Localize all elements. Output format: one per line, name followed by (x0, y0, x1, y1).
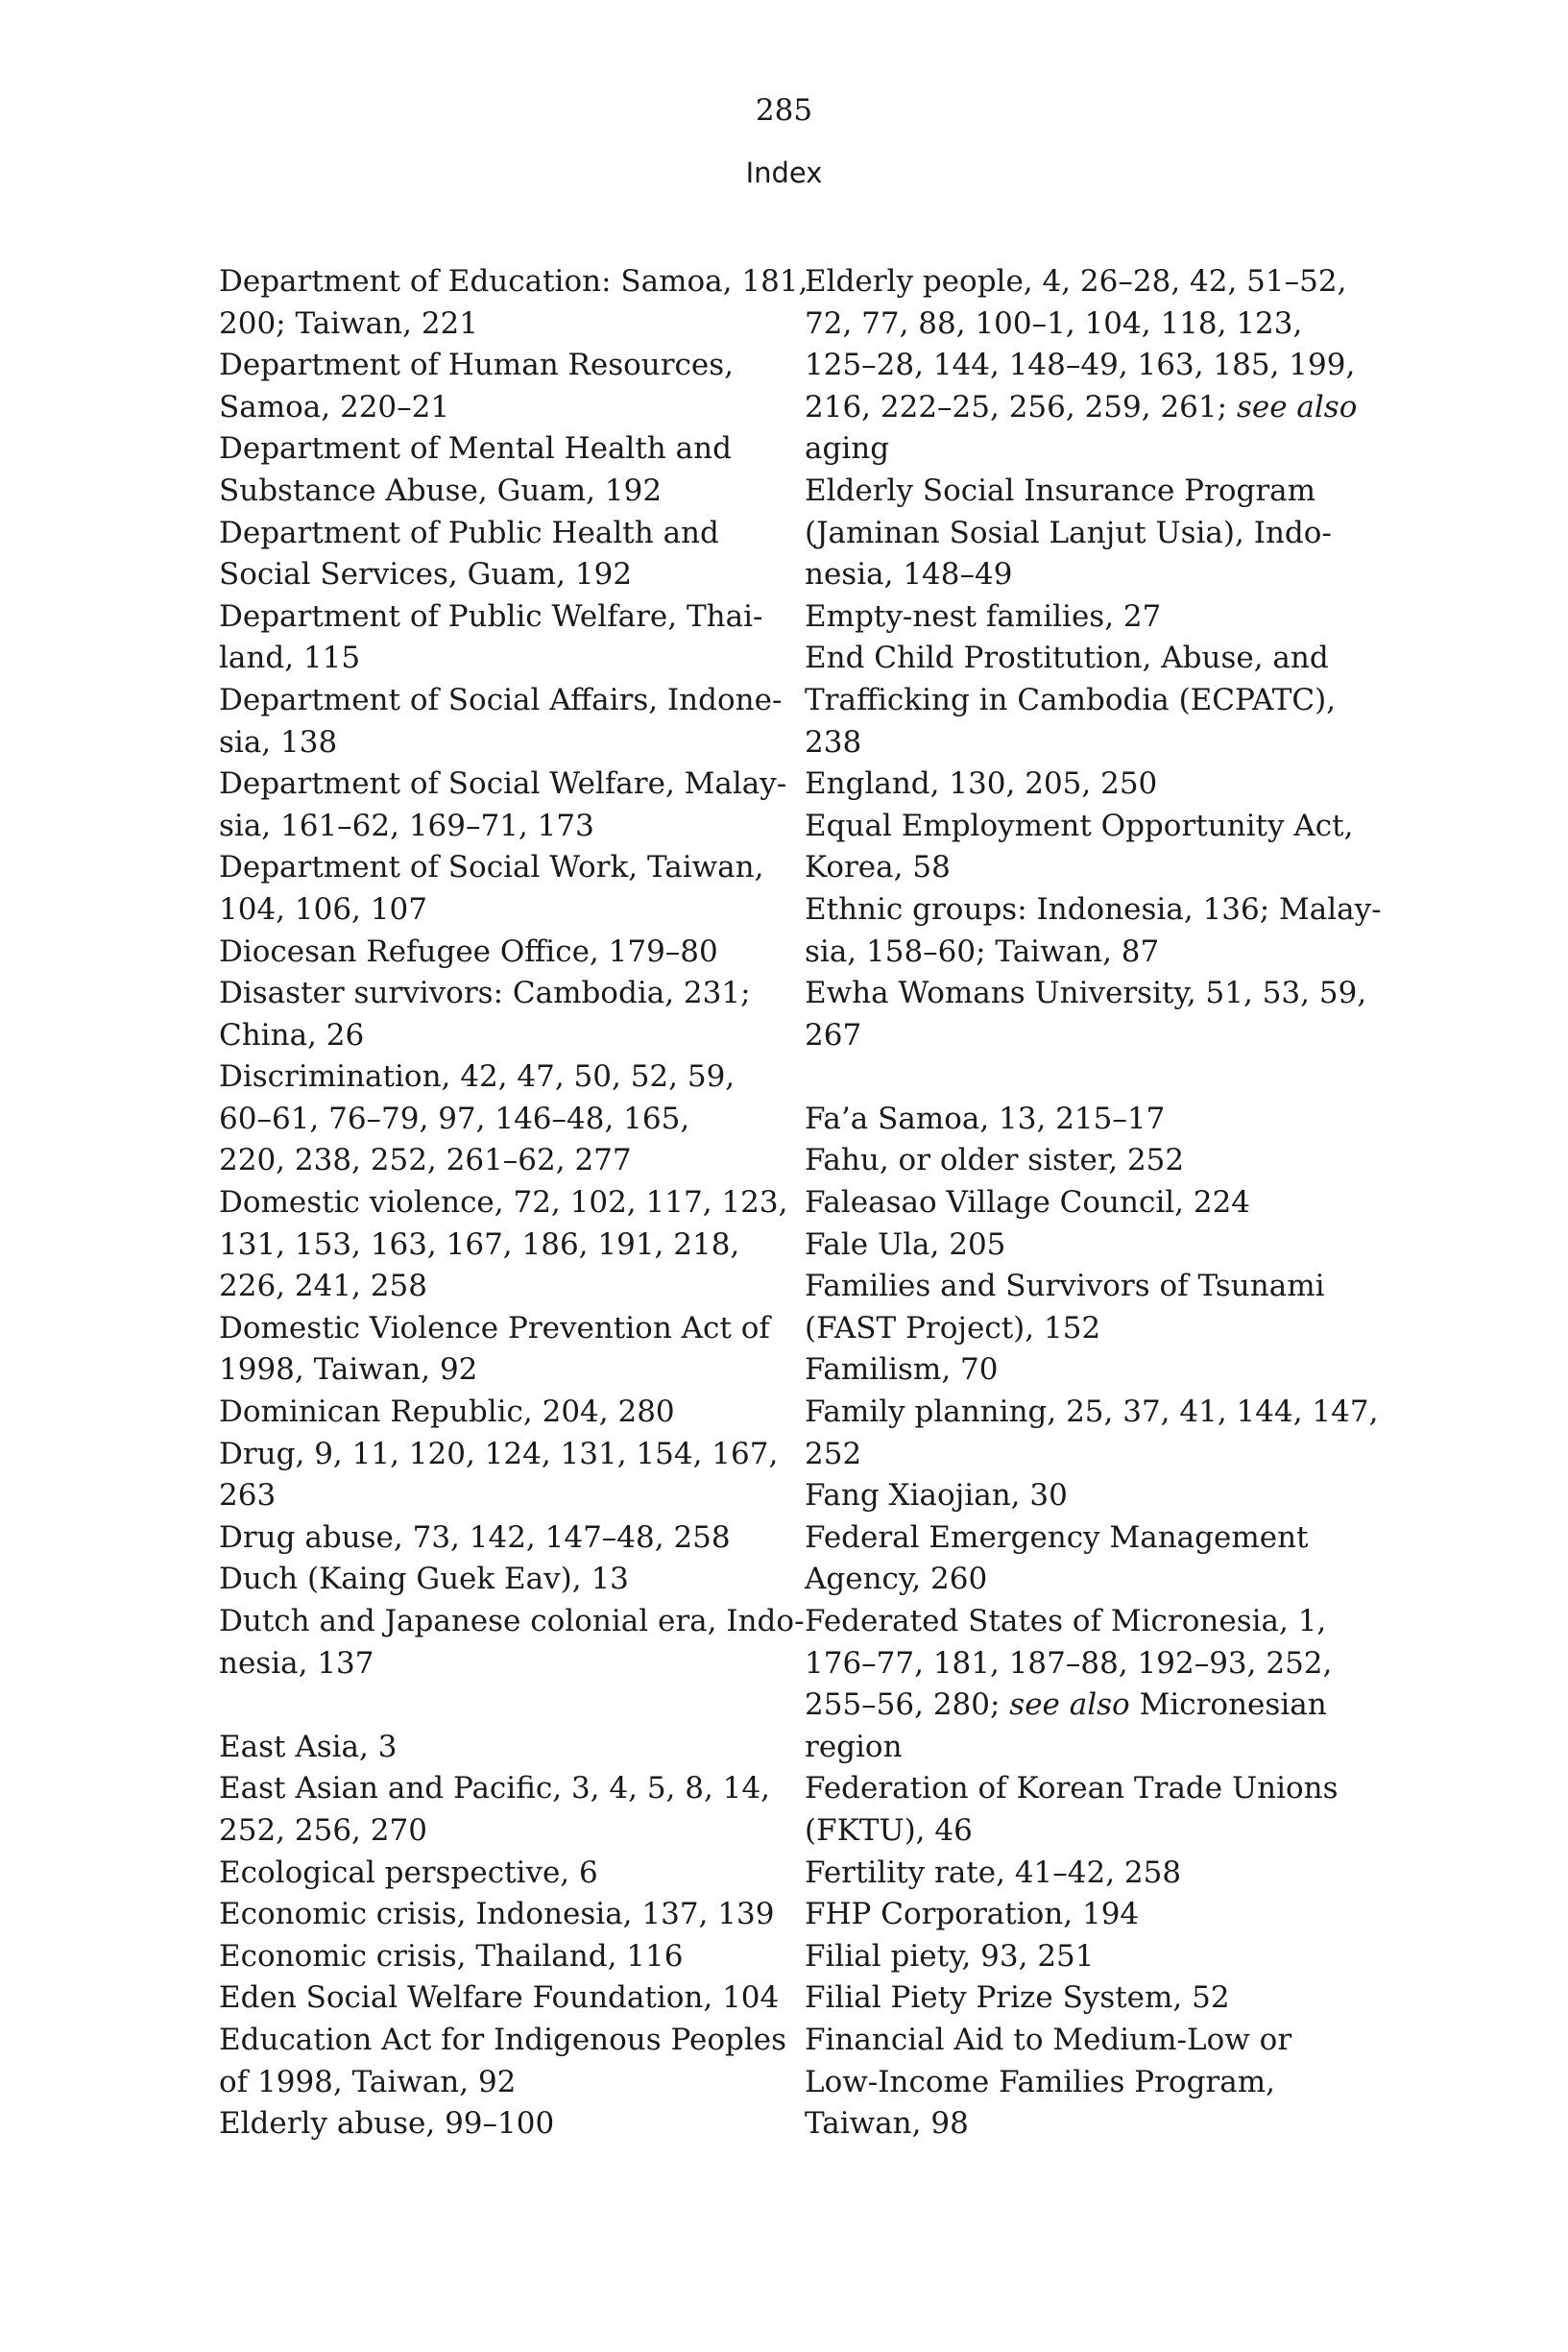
index-entry (219, 847, 785, 931)
entry-line: 60–61, 76–79, 97, 146–48, 165, (219, 1101, 690, 1136)
see-also-reference: see also (1009, 1687, 1130, 1723)
letter-group-gap (805, 1056, 1381, 1099)
entry-line: Low-Income Families Program, (805, 2064, 1275, 2099)
index-entry (219, 345, 785, 428)
entry-line: 131, 153, 163, 167, 186, 191, 218, (219, 1226, 740, 1262)
entry-line: Elderly people, 4, 26–28, 42, 51–52, (805, 264, 1347, 299)
entry-line: China, 26 (219, 1017, 365, 1053)
index-entry (805, 1392, 1381, 1475)
index-entry (219, 680, 785, 764)
entry-line: Fale Ula, 205 (805, 1226, 1006, 1262)
entry-line: Disaster survivors: Cambodia, 231; (219, 976, 751, 1011)
entry-line: 220, 238, 252, 261–62, 277 (219, 1143, 632, 1178)
entry-line: Elderly abuse, 99–100 (219, 2106, 555, 2142)
entry-line: Substance Abuse, Guam, 192 (219, 473, 663, 508)
entry-line: Department of Education: Samoa, 181, (219, 264, 808, 299)
index-entry (219, 1727, 785, 1769)
entry-line: Faleasao Village Council, 224 (805, 1185, 1251, 1221)
entry-line: aging (805, 431, 890, 467)
entry-line: Dominican Republic, 204, 280 (219, 1394, 675, 1430)
entry-line: FHP Corporation, 194 (805, 1897, 1140, 1932)
entry-line: (FAST Project), 152 (805, 1310, 1101, 1346)
index-entry (219, 1434, 785, 1517)
entry-line: Fang Xiaojian, 30 (805, 1478, 1068, 1514)
index-entry (805, 1266, 1381, 1349)
index-entry (219, 1517, 785, 1560)
entry-text: 255–56, 280; (805, 1687, 1001, 1723)
entry-line: Department of Public Welfare, Thai- (219, 598, 763, 634)
index-entry (805, 1182, 1381, 1224)
entry-line: Drug abuse, 73, 142, 147–48, 258 (219, 1519, 731, 1555)
index-entry (219, 764, 785, 847)
entry-line: 263 (219, 1478, 277, 1514)
entry-line: Department of Public Health and (219, 515, 719, 550)
entry-line: (FKTU), 46 (805, 1812, 973, 1848)
entry-line: 176–77, 181, 187–88, 192–93, 252, (805, 1645, 1333, 1681)
entry-line: Duch (Kaing Guek Eav), 13 (219, 1562, 629, 1597)
entry-line: Department of Human Resources, (219, 348, 735, 383)
entry-line: 72, 77, 88, 100–1, 104, 118, 123, (805, 305, 1303, 341)
index-entry (219, 1601, 805, 1685)
index-entry (805, 764, 1381, 806)
entry-line: East Asia, 3 (219, 1729, 398, 1764)
entry-line: Federated States of Micronesia, 1, (805, 1604, 1327, 1638)
entry-line: Federal Emergency Management (805, 1519, 1309, 1555)
entry-line: 125–28, 144, 148–49, 163, 185, 199, (805, 348, 1356, 383)
entry-line: 267 (805, 1017, 862, 1053)
index-entry (219, 1056, 785, 1182)
entry-line: Families and Survivors of Tsunami (805, 1269, 1325, 1304)
running-head: Index (745, 157, 823, 189)
entry-line: Discrimination, 42, 47, 50, 52, 59, (219, 1059, 736, 1095)
entry-line: Fahu, or older sister, 252 (805, 1143, 1185, 1178)
index-entry (805, 1936, 1381, 1978)
entry-line: Equal Employment Opportunity Act, (805, 808, 1354, 843)
entry-line: sia, 138 (219, 724, 338, 760)
entry-line: Fa’a Samoa, 13, 215–17 (805, 1101, 1166, 1136)
index-entry (219, 1894, 785, 1936)
entry-line: of 1998, Taiwan, 92 (219, 2064, 517, 2099)
entry-line: 252, 256, 270 (219, 1812, 427, 1848)
index-entry (805, 261, 1381, 471)
index-entry (805, 2020, 1381, 2146)
entry-line: land, 115 (219, 641, 361, 676)
entry-line: nesia, 137 (219, 1645, 374, 1681)
index-entry (219, 1977, 785, 2020)
entry-line: sia, 158–60; Taiwan, 87 (805, 934, 1160, 969)
index-column-right (805, 261, 1381, 2146)
index-entry (805, 1099, 1381, 1141)
entry-line: Financial Aid to Medium-Low or (805, 2022, 1292, 2057)
entry-line: Korea, 58 (805, 850, 951, 885)
entry-line: Drug, 9, 11, 120, 124, 131, 154, 167, (219, 1436, 779, 1471)
entry-line: sia, 161–62, 169–71, 173 (219, 808, 594, 843)
entry-line: Filial Piety Prize System, 52 (805, 1980, 1230, 2016)
entry-line: Elderly Social Insurance Program (805, 473, 1316, 508)
entry-line: 1998, Taiwan, 92 (219, 1352, 478, 1388)
entry-line: End Child Prostitution, Abuse, and (805, 641, 1329, 676)
entry-line: region (805, 1729, 903, 1764)
index-entry (805, 471, 1381, 596)
entry-line: (Jaminan Sosial Lanjut Usia), Indo- (805, 515, 1332, 550)
entry-line: Familism, 70 (805, 1352, 999, 1388)
entry-line: Department of Mental Health and (219, 431, 732, 467)
index-entry (805, 1349, 1381, 1392)
entry-line: 104, 106, 107 (219, 891, 427, 927)
index-entry (805, 596, 1381, 639)
entry-line: Trafficking in Cambodia (ECPATC), (805, 682, 1337, 717)
entry-line: Federation of Korean Trade Unions (805, 1771, 1339, 1806)
entry-line: Economic crisis, Thailand, 116 (219, 1938, 684, 1974)
entry-line: Ethnic groups: Indonesia, 136; Malay- (805, 891, 1382, 927)
entry-line: Economic crisis, Indonesia, 137, 139 (219, 1897, 775, 1932)
index-entry (805, 1977, 1381, 2020)
index-entry (219, 1308, 785, 1392)
entry-line: Education Act for Indigenous Peoples (219, 2022, 787, 2057)
entry-line: Empty-nest families, 27 (805, 598, 1162, 634)
index-entry (805, 1853, 1381, 1895)
index-entry (219, 1182, 788, 1308)
entry-line: 226, 241, 258 (219, 1269, 427, 1304)
entry-line: Domestic Violence Prevention Act of (219, 1310, 770, 1346)
entry-line: Ewha Womans University, 51, 53, 59, (805, 976, 1367, 1011)
index-column-left (219, 261, 808, 2146)
entry-line: Family planning, 25, 37, 41, 144, 147, (805, 1394, 1379, 1430)
entry-line: Dutch and Japanese colonial era, Indo- (219, 1604, 805, 1638)
entry-line: 252 (805, 1436, 862, 1471)
index-entry (805, 1140, 1381, 1182)
entry-text: Micronesian (1139, 1687, 1327, 1723)
index-entry (219, 596, 785, 680)
index-entry (805, 1517, 1381, 1601)
index-entry (219, 1936, 785, 1978)
page-number: 285 (755, 93, 813, 128)
see-also-reference: see also (1236, 389, 1358, 424)
index-entry (805, 889, 1381, 973)
entry-line: 238 (805, 724, 862, 760)
index-entry (219, 513, 785, 596)
index-entry (219, 973, 785, 1056)
index-entry (805, 1768, 1381, 1852)
letter-group-gap (219, 1685, 785, 1727)
entry-line: Diocesan Refugee Office, 179–80 (219, 934, 718, 969)
entry-line: Eden Social Welfare Foundation, 104 (219, 1980, 780, 2016)
index-entry (805, 806, 1381, 889)
index-entry (805, 973, 1381, 1056)
entry-line: Samoa, 220–21 (219, 389, 450, 424)
index-entry (219, 1768, 785, 1852)
index-entry (219, 2020, 785, 2103)
entry-line: England, 130, 205, 250 (805, 766, 1158, 802)
index-entry (805, 1601, 1381, 1768)
entry-line: Fertility rate, 41–42, 258 (805, 1855, 1182, 1890)
entry-line (805, 1685, 1381, 1727)
entry-line: Department of Social Affairs, Indone- (219, 682, 783, 717)
entry-line: Filial piety, 93, 251 (805, 1938, 1095, 1974)
entry-line: 200; Taiwan, 221 (219, 305, 478, 341)
index-entry (219, 932, 785, 974)
entry-line: East Asian and Pacific, 3, 4, 5, 8, 14, (219, 1771, 770, 1806)
entry-line: nesia, 148–49 (805, 557, 1013, 593)
index-entry (219, 1559, 785, 1601)
entry-line: Department of Social Work, Taiwan, (219, 850, 764, 885)
index-entry (805, 1224, 1381, 1267)
index-entry (219, 261, 808, 345)
index-entry (219, 1853, 785, 1895)
entry-line: Social Services, Guam, 192 (219, 557, 633, 593)
entry-line (805, 387, 1381, 429)
index-entry (805, 638, 1381, 764)
index-entry (219, 428, 785, 512)
index-entry (805, 1475, 1381, 1517)
entry-line: Department of Social Welfare, Malay- (219, 766, 787, 802)
entry-line: Agency, 260 (805, 1562, 988, 1597)
index-entry (219, 1392, 785, 1434)
entry-text: 216, 222–25, 256, 259, 261; (805, 389, 1228, 424)
index-entry (805, 1894, 1381, 1936)
entry-line: Domestic violence, 72, 102, 117, 123, (219, 1185, 788, 1221)
index-entry (219, 2103, 785, 2146)
entry-line: Taiwan, 98 (805, 2106, 969, 2142)
entry-line: Ecological perspective, 6 (219, 1855, 598, 1890)
